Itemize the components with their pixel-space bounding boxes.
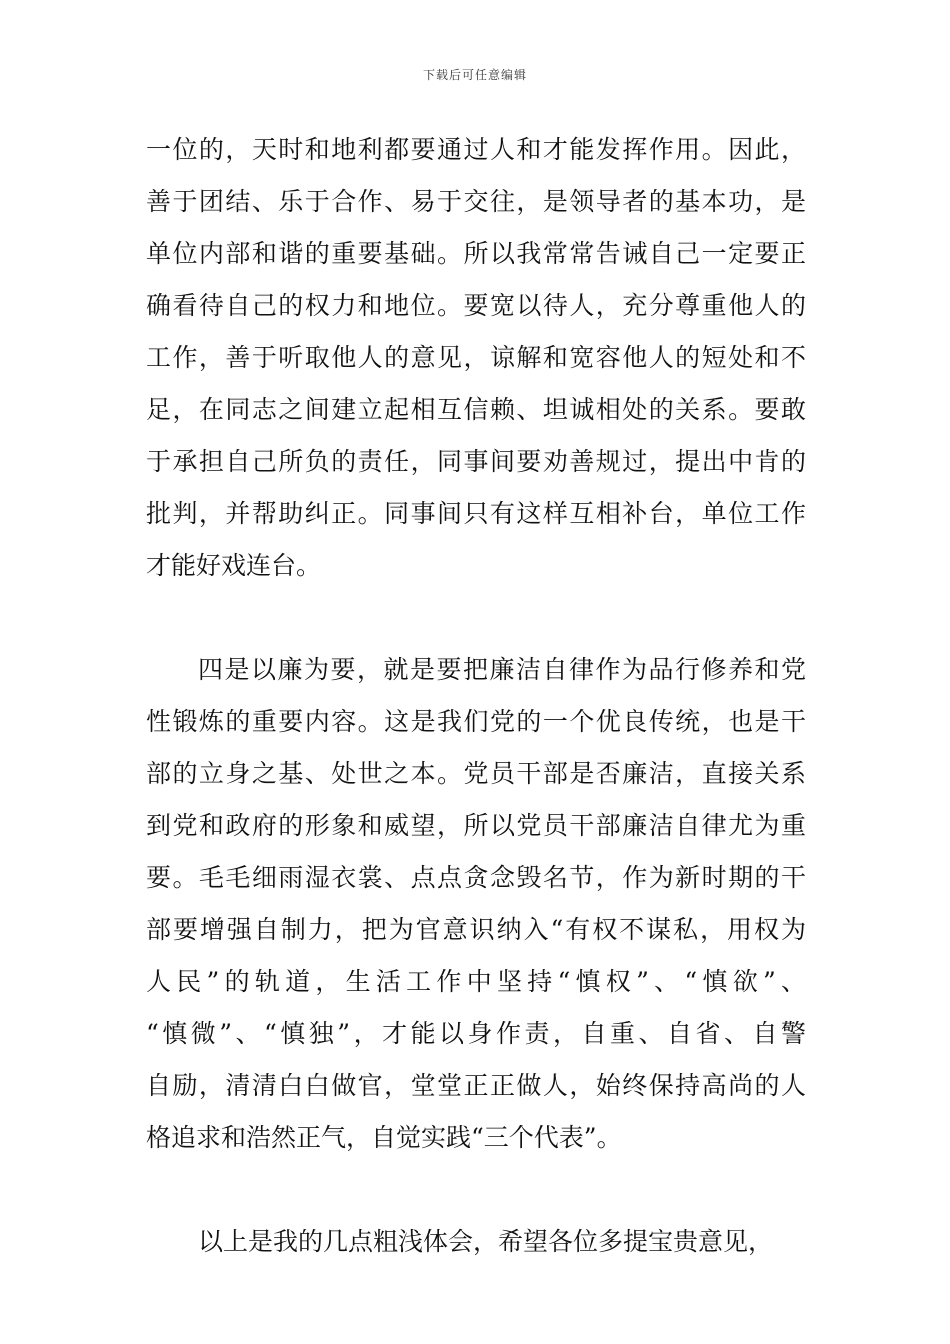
text-line: “慎微”、“慎独”，才能以身作责，自重、自省、自警 [146,1019,806,1048]
text-line: 性锻炼的重要内容。这是我们党的一个优良传统，也是干 [146,707,806,736]
text-line: 批判，并帮助纠正。同事间只有这样互相补台，单位工作 [146,499,806,528]
text-line: 单位内部和谐的重要基础。所以我常常告诫自己一定要正 [146,239,806,268]
paragraph-1 [146,124,806,592]
document-body [146,124,806,1268]
text-line: 四是以廉为要，就是要把廉洁自律作为品行修养和党 [198,655,806,684]
text-line: 善于团结、乐于合作、易于交往，是领导者的基本功，是 [146,187,806,216]
text-line: 足，在同志之间建立起相互信赖、坦诚相处的关系。要敢 [146,395,806,424]
text-line: 才能好戏连台。 [146,551,322,580]
text-line: 工作，善于听取他人的意见，谅解和宽容他人的短处和不 [146,343,806,372]
text-line: 部要增强自制力，把为官意识纳入“有权不谋私，用权为 [146,915,806,944]
text-line: 要。毛毛细雨湿衣裳、点点贪念毁名节，作为新时期的干 [146,863,806,892]
paragraph-gap [146,1164,806,1216]
text-line: 确看待自己的权力和地位。要宽以待人，充分尊重他人的 [146,291,806,320]
text-line: 人民”的轨道，生活工作中坚持“慎权”、“慎欲”、 [146,967,806,996]
paragraph-gap [146,592,806,644]
text-line: 以上是我的几点粗浅体会，希望各位多提宝贵意见， [198,1227,774,1256]
text-line: 部的立身之基、处世之本。党员干部是否廉洁，直接关系 [146,759,806,788]
paragraph-2 [146,644,806,1164]
text-line: 自励，清清白白做官，堂堂正正做人，始终保持高尚的人 [146,1071,806,1100]
text-line: 于承担自己所负的责任，同事间要劝善规过，提出中肯的 [146,447,806,476]
text-line: 格追求和浩然正气，自觉实践“三个代表”。 [146,1123,622,1152]
text-line: 到党和政府的形象和威望，所以党员干部廉洁自律尤为重 [146,811,806,840]
text-line: 一位的，天时和地利都要通过人和才能发挥作用。因此， [146,135,806,164]
paragraph-3 [146,1216,806,1268]
page-header: 下载后可任意编辑 [422,68,527,82]
